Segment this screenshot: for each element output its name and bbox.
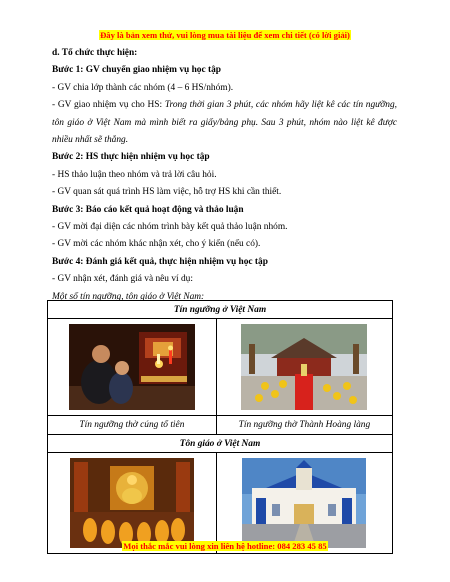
step1-line2-task: Trong thời gian 3 phút, các nhóm hãy liệt kê các tín ngưỡng, tôn giáo ở Việt Nam mà mình biết ra giấy/bảng phụ. Sau 3 phút, nhóm nào liệt kê được nhiều nhất sẽ thắng.: [52, 100, 397, 146]
hotline-banner-text: Mọi thắc mắc vui lòng xin liên hệ hotline: 084 283 45 85: [123, 541, 327, 551]
step3-line1: - GV mời đại diện các nhóm trình bày kết quả thảo luận nhóm.: [52, 222, 288, 233]
ancestor-worship-photo: [69, 324, 195, 410]
step2-line2: - GV quan sát quá trình HS làm việc, hỗ trợ HS khi cần thiết.: [52, 187, 282, 198]
ancestor-worship-image-cell: [48, 319, 217, 416]
step1-line2-prefix: - GV giao nhiệm vụ cho HS:: [52, 100, 165, 111]
village-god-worship-image-cell: [216, 319, 392, 416]
village-god-worship-photo: [241, 324, 367, 410]
step1-line1: - GV chia lớp thành các nhóm (4 – 6 HS/nhóm).: [52, 82, 234, 93]
step3-line2: - GV mời các nhóm khác nhận xét, cho ý kiến (nếu có).: [52, 239, 261, 250]
step3-title: Bước 3: Báo cáo kết quả hoạt động và thảo luận: [52, 204, 244, 215]
buddhist-temple-photo: [70, 458, 194, 548]
belief-religion-table: [47, 300, 393, 554]
ancestor-worship-caption: Tín ngưỡng thờ cúng tổ tiên: [48, 416, 217, 435]
step2-title: Bước 2: HS thực hiện nhiệm vụ học tập: [52, 152, 210, 163]
step4-title: Bước 4: Đánh giá kết quả, thực hiện nhiệm vụ học tập: [52, 256, 268, 267]
village-god-worship-caption: Tín ngưỡng thờ Thành Hoàng làng: [216, 416, 392, 435]
step1-line2: [52, 97, 397, 149]
hotline-banner: [0, 536, 450, 554]
religion-header: Tôn giáo ở Việt Nam: [48, 435, 393, 453]
caodai-temple-photo: [242, 458, 366, 548]
step1-title: Bước 1: GV chuyển giao nhiệm vụ học tập: [52, 65, 221, 76]
step4-line2: Một số tín ngưỡng, tôn giáo ở Việt Nam:: [52, 291, 205, 302]
preview-banner: [0, 25, 450, 43]
preview-banner-text: Đây là bản xem thử, vui lòng mua tài liệu để xem chi tiết (có lời giải): [100, 30, 350, 40]
section-heading: d. Tổ chức thực hiện:: [52, 48, 138, 58]
step2-line1: - HS thảo luận theo nhóm và trả lời câu hỏi.: [52, 169, 217, 180]
belief-header: Tín ngưỡng ở Việt Nam: [48, 301, 393, 319]
document-body: [52, 45, 397, 306]
step4-line1: - GV nhận xét, đánh giá và nêu ví dụ:: [52, 274, 193, 285]
